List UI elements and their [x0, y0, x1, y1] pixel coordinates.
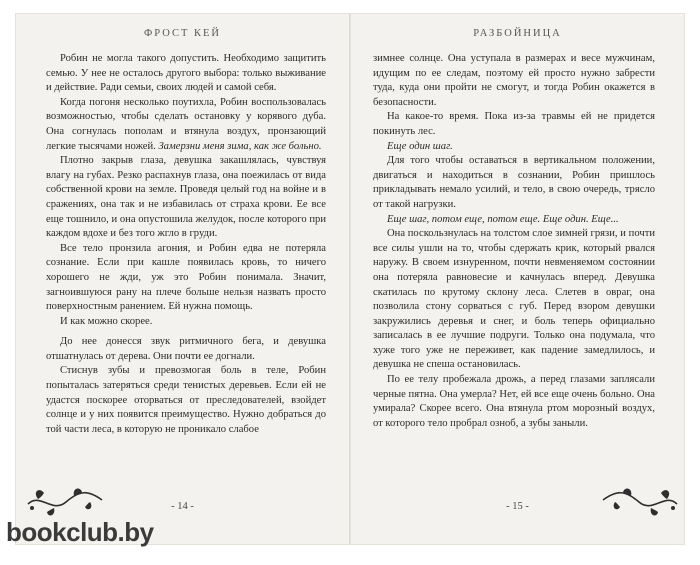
left-text-block	[46, 52, 326, 437]
paragraph: До нее донесся звук ритмичного бега, и девушка отшатнулась от дерева. Они почти ее догнали.	[46, 336, 326, 362]
right-page	[351, 14, 684, 544]
right-text-block	[373, 52, 655, 431]
paragraph: Робин не могла такого допустить. Необходимо защитить семью. У нее не осталось другого выбора: только выживание и действие. Ради семьи, своих людей и самой себя.	[46, 53, 326, 94]
paragraph: Все тело пронзила агония, и Робин едва не потеряла сознание. Если при кашле появилась кровь, то ничего хорошего не жди, уж это Робин понимала. Значит, загноившуюся рану на плече больше нельзя назвать просто поверхностным ранением. Ей нужна помощь.	[46, 242, 326, 313]
page-number: - 15 -	[506, 501, 529, 512]
paragraph	[46, 96, 326, 154]
running-head-title: РАЗБОЙНИЦА	[473, 28, 562, 39]
left-page	[16, 14, 349, 544]
book-spread	[16, 14, 684, 544]
paragraph: Стиснув зубы и превозмогая боль в теле, Робин попыталась затеряться среди тенистых деревьев. Если ей не удастся поскорее оторваться от преследователей, взойдет солнце и у них появится преимущество. Нужно добраться до той части леса, в которую не проникало слабое	[46, 365, 326, 435]
paragraph: По ее телу пробежала дрожь, а перед глазами заплясали черные пятна. Она умерла? Нет, ей все еще очень больно. Она умирала? Скорее всего. Она втянула ртом морозный воздух, от которого тело пробрал озноб, а зубы заныли.	[373, 374, 655, 429]
paragraph-text: Когда погоня несколько поутихла, Робин воспользовалась возможностью, чтобы сделать остановку у корявого дуба. Она согнулась пополам и втянула воздух, пронзающий легкие тысячами ножей.	[46, 96, 326, 152]
page-number: - 14 -	[171, 501, 194, 512]
paragraph: И как можно скорее.	[60, 315, 153, 327]
paragraph: Для того чтобы оставаться в вертикальном положении, двигаться и находиться в сознании, Робин пришлось прикладывать немало усилий, и тело, в свою очередь, трясло от такой нагрузки.	[373, 155, 655, 210]
paragraph: На какое-то время. Пока из-за травмы ей не придется покинуть лес.	[373, 111, 655, 137]
site-watermark: bookclub.by	[6, 517, 154, 547]
italic-thought: Замерзни меня зима, как же больно.	[158, 140, 322, 152]
italic-thought: Еще один шаг.	[387, 140, 453, 152]
italic-thought: Еще шаг, потом еще, потом еще. Еще один. Еще...	[387, 213, 619, 225]
paragraph: Она поскользнулась на толстом слое зимней грязи, и почти все силы ушли на то, чтобы сдержать крик, который рвался наружу. В своем изнуренном, почти невменяемом состоянии она потеряла равновесие и качнулась вперед. Девушка скатилась по крутому склону леса. Слетев в овраг, она позволила стону сорваться с губ. Перед взором девушки закружились деревья и снег, и боль теперь официально записалась в ее лучшие подруги. Только она подумала, что хуже того уже не переживет, как падение замедлилось, и девушка не спеша остановилась.	[373, 228, 655, 371]
running-head-author: ФРОСТ КЕЙ	[143, 28, 222, 39]
paragraph: зимнее солнце. Она уступала в размерах и весе мужчинам, идущим по ее следам, поэтому ей просто нужно забрести туда, куда они пройти не смогут, и тогда Робин окажется в безопасности.	[373, 53, 655, 108]
paragraph: Плотно закрыв глаза, девушка закашлялась, чувствуя влагу на губах. Резко распахнув глаза, она поежилась от вида собственной крови на земле. Проведя целый год на войне и в сражениях, она так и не избавилась от страха крови. Ее все еще тошнило, и она опустошила желудок, после которого при каждом вдохе и без того жгло в груди.	[46, 155, 326, 240]
